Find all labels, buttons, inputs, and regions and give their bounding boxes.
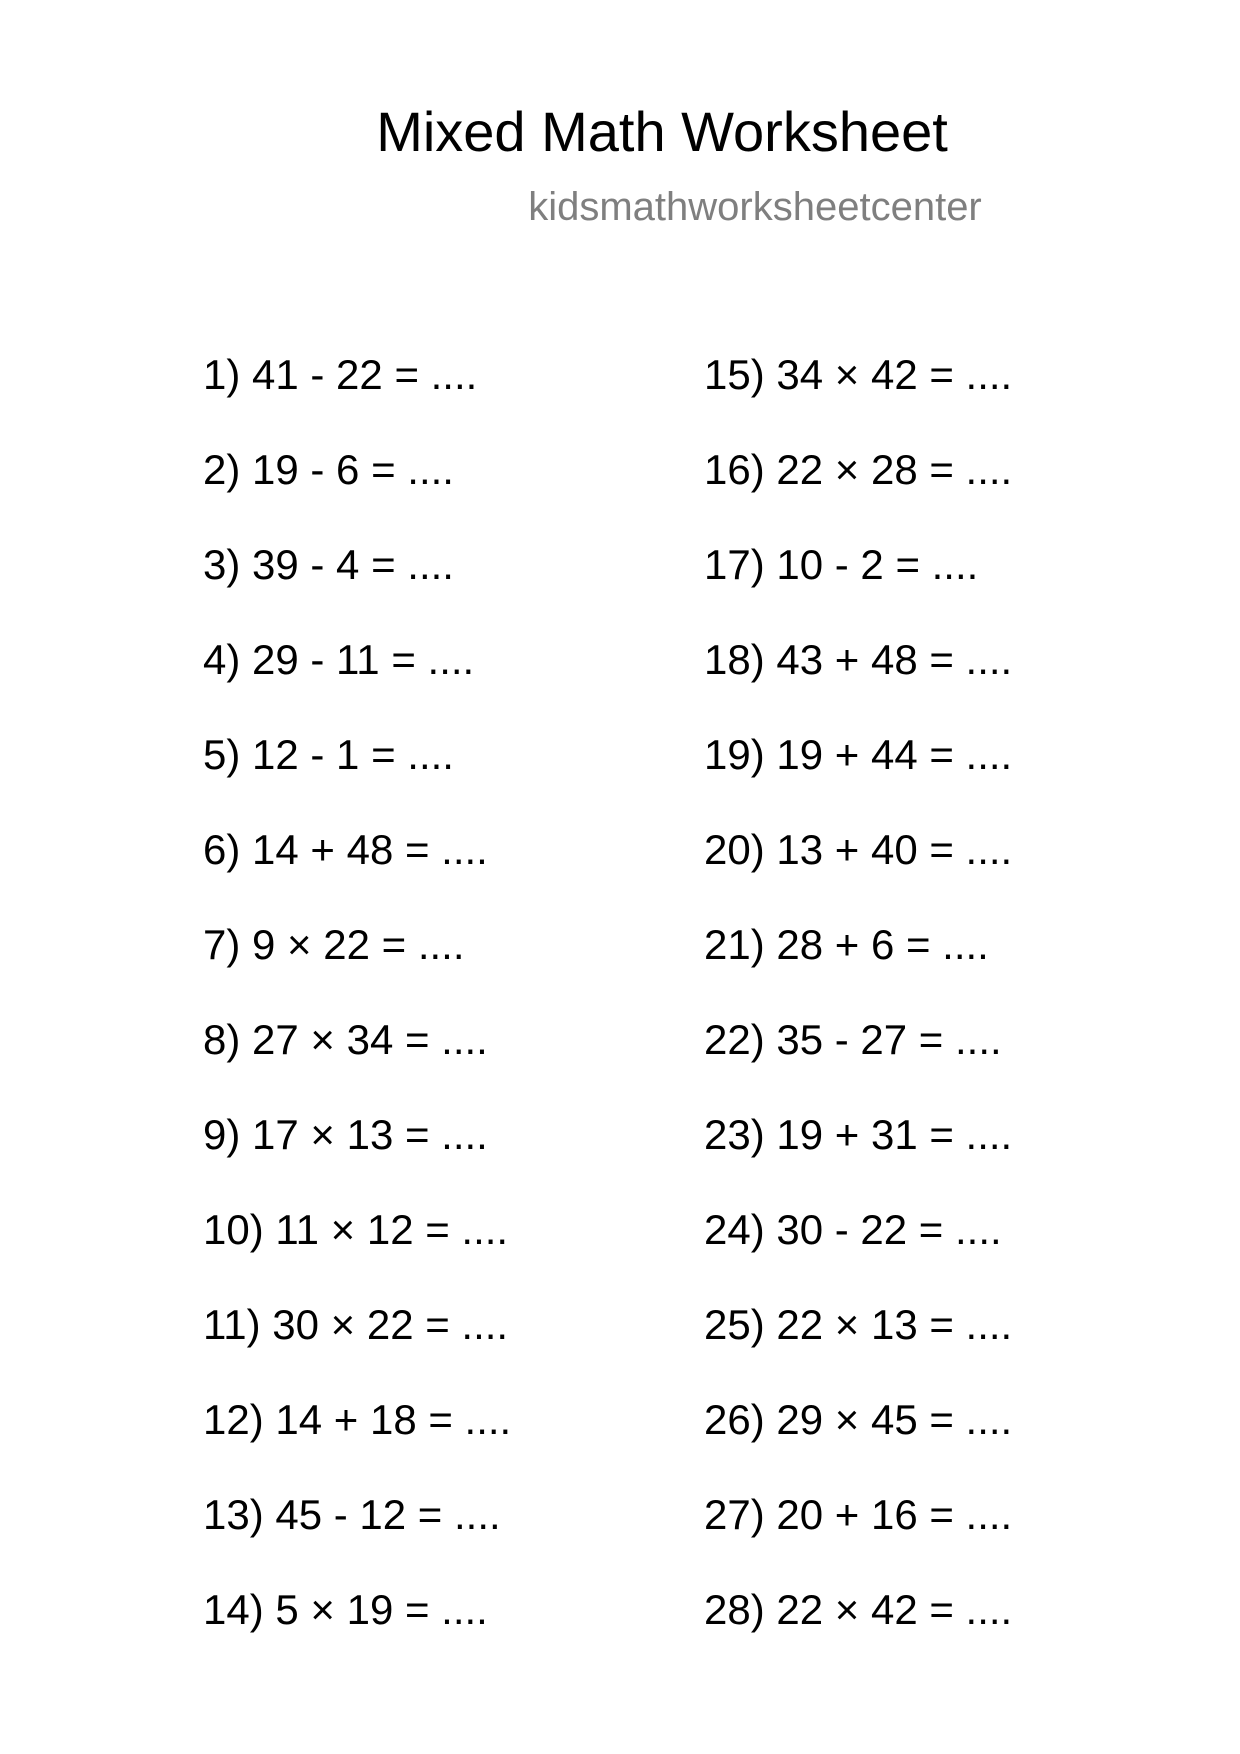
problem-5: 5) 12 - 1 = .... [203,731,454,778]
problem-10: 10) 11 × 12 = .... [203,1206,509,1253]
problem-13: 13) 45 - 12 = .... [203,1491,501,1538]
worksheet-source: kidsmathworksheetcenter [528,185,982,229]
problem-14: 14) 5 × 19 = .... [203,1586,488,1633]
problem-7: 7) 9 × 22 = .... [203,921,465,968]
problem-27: 27) 20 + 16 = .... [704,1491,1013,1538]
problem-8: 8) 27 × 34 = .... [203,1016,488,1063]
worksheet-title: Mixed Math Worksheet [376,100,948,163]
problem-column-left [203,350,663,1680]
problem-22: 22) 35 - 27 = .... [704,1016,1002,1063]
problem-19: 19) 19 + 44 = .... [704,731,1013,778]
problem-21: 21) 28 + 6 = .... [704,921,989,968]
problem-23: 23) 19 + 31 = .... [704,1111,1013,1158]
problem-24: 24) 30 - 22 = .... [704,1206,1002,1253]
problem-1: 1) 41 - 22 = .... [203,351,478,398]
problem-25: 25) 22 × 13 = .... [704,1301,1013,1348]
problem-26: 26) 29 × 45 = .... [704,1396,1013,1443]
problem-12: 12) 14 + 18 = .... [203,1396,512,1443]
problem-4: 4) 29 - 11 = .... [203,636,475,683]
problem-16: 16) 22 × 28 = .... [704,446,1013,493]
problem-2: 2) 19 - 6 = .... [203,446,454,493]
problem-15: 15) 34 × 42 = .... [704,351,1013,398]
problem-18: 18) 43 + 48 = .... [704,636,1013,683]
problem-28: 28) 22 × 42 = .... [704,1586,1013,1633]
problem-11: 11) 30 × 22 = .... [203,1301,509,1348]
problem-3: 3) 39 - 4 = .... [203,541,454,588]
problem-column-right [704,350,1164,1680]
problem-20: 20) 13 + 40 = .... [704,826,1013,873]
problem-17: 17) 10 - 2 = .... [704,541,979,588]
problem-9: 9) 17 × 13 = .... [203,1111,488,1158]
problem-6: 6) 14 + 48 = .... [203,826,488,873]
